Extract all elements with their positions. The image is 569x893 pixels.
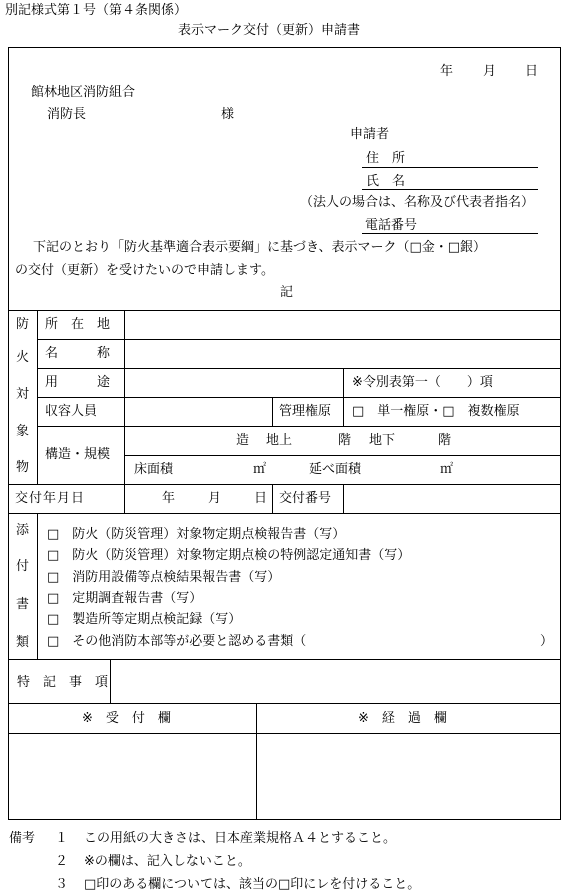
grid-line — [272, 397, 273, 426]
grid-line — [272, 484, 273, 513]
issue-month-label: 月 — [208, 491, 222, 506]
issue-year-label: 年 — [162, 491, 176, 506]
grid-line — [37, 339, 561, 340]
page-title: 表示マーク交付（更新）申請書 — [178, 23, 361, 38]
grid-line — [8, 659, 561, 660]
object-side-char: 物 — [16, 460, 30, 475]
attachments-side-char: 添 — [16, 523, 30, 538]
addressee-org: 館林地区消防組合 — [31, 85, 136, 100]
applicant-address-label: 住 所 — [366, 151, 406, 166]
address-underline — [362, 167, 538, 168]
object-side-char: 防 — [16, 317, 30, 332]
note-number: ２ — [55, 854, 69, 869]
ki-label: 記 — [280, 285, 294, 300]
applicant-name-label: 氏 名 — [366, 174, 406, 189]
grid-line — [124, 455, 561, 456]
grid-line — [343, 484, 344, 513]
attachment-item: □ 防火（防災管理）対象物定期点検報告書（写） — [47, 527, 346, 542]
grid-line — [37, 513, 38, 659]
structure-above: 地上 — [266, 433, 293, 448]
grid-line — [8, 484, 561, 485]
addressee-chief: 消防長 — [47, 107, 87, 122]
grid-line — [8, 703, 561, 704]
grid-line — [8, 733, 561, 734]
object-side-char: 象 — [16, 424, 30, 439]
grid-line — [37, 368, 561, 369]
use-label: 用 途 — [45, 375, 111, 390]
object-side-char: 火 — [16, 350, 30, 365]
total-area-unit: ㎡ — [440, 462, 454, 477]
date-month-label: 月 — [483, 64, 497, 79]
total-area-label: 延べ面積 — [309, 462, 362, 477]
date-year-label: 年 — [440, 64, 454, 79]
attachment-item: □ 防火（防災管理）対象物定期点検の特例認定通知書（写） — [47, 548, 411, 563]
structure-kai-above: 階 — [338, 433, 352, 448]
addressee-sama: 様 — [221, 107, 235, 122]
grid-line — [343, 368, 344, 426]
date-day-label: 日 — [525, 64, 539, 79]
note-text: ※の欄は、記入しないこと。 — [84, 854, 251, 869]
special-notes-label: 特 記 事 項 — [17, 675, 109, 690]
receipt-label: ※ 受 付 欄 — [82, 711, 171, 726]
applicant-phone-label: 電話番号 — [365, 218, 418, 233]
attachments-side-char: 類 — [16, 635, 30, 650]
body-line-1: 下記のとおり「防火基準適合表示要綱」に基づき、表示マーク（□金・□銀） — [33, 240, 487, 255]
management-options: □ 単一権原・□ 複数権原 — [352, 404, 520, 419]
grid-line — [37, 426, 561, 427]
grid-line — [8, 513, 561, 514]
floor-area-unit: ㎡ — [253, 462, 267, 477]
attachment-closing-paren: ） — [540, 634, 554, 649]
capacity-label: 収容人員 — [45, 404, 98, 419]
grid-line — [124, 310, 125, 513]
corp-note: （法人の場合は、名称及び代表者指名） — [300, 195, 535, 210]
attachment-item: □ 製造所等定期点検記録（写） — [47, 612, 242, 627]
object-side-char: 対 — [16, 387, 30, 402]
notes-label: 備考 — [9, 831, 36, 846]
attachment-item: □ その他消防本部等が必要と認める書類（ — [47, 634, 307, 649]
structure-below: 地下 — [369, 433, 396, 448]
use-note: ※令別表第一（ ）項 — [352, 375, 493, 390]
grid-line — [37, 310, 38, 484]
structure-zo: 造 — [236, 433, 250, 448]
management-label: 管理権原 — [279, 404, 332, 419]
attachments-side-char: 付 — [16, 559, 30, 574]
applicant-label: 申請者 — [350, 127, 390, 142]
structure-kai-below: 階 — [438, 433, 452, 448]
note-number: ３ — [55, 877, 69, 892]
grid-line — [256, 703, 257, 820]
phone-underline — [362, 233, 538, 234]
issue-number-label: 交付番号 — [279, 491, 332, 506]
note-text: この用紙の大きさは、日本産業規格Ａ４とすること。 — [84, 831, 397, 846]
grid-line — [110, 659, 111, 703]
issue-date-label: 交付年月日 — [15, 491, 86, 506]
location-label: 所 在 地 — [45, 317, 111, 332]
floor-area-label: 床面積 — [134, 462, 174, 477]
attachments-side-char: 書 — [16, 597, 30, 612]
grid-line — [8, 310, 561, 311]
name-underline — [362, 189, 538, 190]
progress-label: ※ 経 過 欄 — [358, 711, 447, 726]
attachment-item: □ 定期調査報告書（写） — [47, 591, 203, 606]
issue-day-label: 日 — [254, 491, 268, 506]
body-line-2: の交付（更新）を受けたいので申請します。 — [15, 263, 274, 278]
attachment-item: □ 消防用設備等点検結果報告書（写） — [47, 570, 281, 585]
grid-line — [37, 397, 561, 398]
note-number: １ — [55, 831, 69, 846]
note-text: □印のある欄については、該当の□印にレを付けること。 — [84, 877, 421, 892]
structure-label: 構造・規模 — [45, 447, 111, 462]
name-label: 名 称 — [45, 346, 111, 361]
form-code: 別記様式第１号（第４条関係） — [5, 3, 188, 18]
